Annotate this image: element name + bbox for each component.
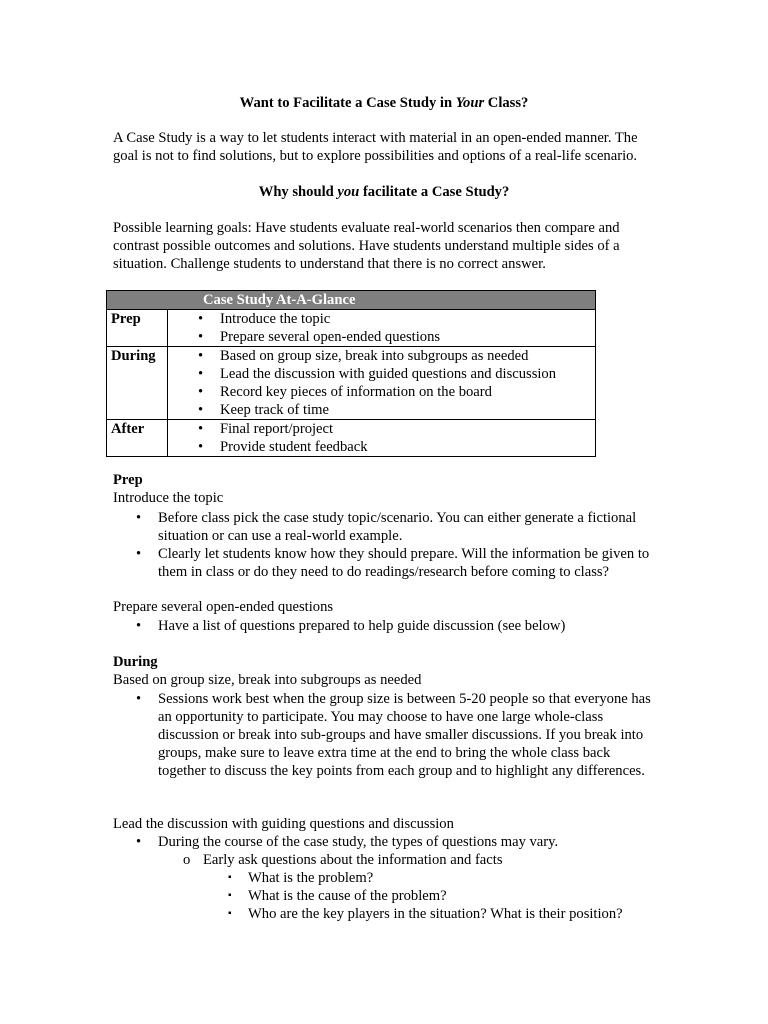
list-item: • Before class pick the case study topic/scenario. You can either generate a fictional situation or can use a real-world example. <box>113 509 663 545</box>
table-row <box>107 310 596 347</box>
page-title: Want to Facilitate a Case Study in Your Class? <box>239 95 529 111</box>
learning-goals-paragraph: Possible learning goals: Have students evaluate real-world scenarios then compare and contrast possible outcomes and solutions. Have students understand multiple sides of a situation. Challenge students to understand that there is no correct answer. <box>113 220 620 272</box>
table-header: Case Study At-A-Glance <box>107 291 596 310</box>
square-bullet-icon: ▪ <box>228 908 232 919</box>
list-item: • Record key pieces of information on the board <box>172 383 591 401</box>
prep-introduce-list <box>113 509 663 581</box>
list-item: • Introduce the topic <box>172 310 591 328</box>
list-item: • Based on group size, break into subgroups as needed <box>172 347 591 365</box>
prep-heading: Prep <box>113 472 143 488</box>
during-heading: During <box>113 654 158 670</box>
during-groups-list <box>113 690 658 780</box>
phase-label: After <box>107 420 168 457</box>
list-item: • During the course of the case study, the types of questions may vary. <box>113 833 663 851</box>
table-row <box>107 347 596 420</box>
intro-paragraph: A Case Study is a way to let students interact with material in an open-ended manner. The goal is not to find solutions, but to explore possibilities and options of a real-life scenario. <box>113 130 638 164</box>
square-bullet-icon: ▪ <box>228 890 232 901</box>
phase-label: During <box>107 347 168 420</box>
list-item: • Final report/project <box>172 420 591 438</box>
phase-label: Prep <box>107 310 168 347</box>
during-discussion-list <box>113 833 663 851</box>
during-subheading-groups: Based on group size, break into subgroups as needed <box>113 672 422 688</box>
list-item: • Keep track of time <box>172 401 591 419</box>
list-item: • Sessions work best when the group size is between 5-20 people so that everyone has an opportunity to participate. You may choose to have one large whole-class discussion or break into sub-groups and have smaller discussions. If you break into groups, make sure to leave extra time at the end to bring the whole class back together to discuss the key points from each group and to highlight any differences. <box>113 690 658 780</box>
square-bullet-icon: ▪ <box>228 872 232 883</box>
list-item: • Clearly let students know how they should prepare. Will the information be given to them in class or do they need to do readings/research before coming to class? <box>113 545 663 581</box>
document-page: Want to Facilitate a Case Study in Your Class? A Case Study is a way to let students interact with material in an open-ended manner. The goal is not to find solutions, but to explore possibilities and options of a real-life scenario. Why should you facilitate a Case Study? Possible learning goals: Have students evaluate real-world scenarios then compare and contrast possible outcomes and solutions. Have students understand multiple sides of a situation. Challenge students to understand that there is no correct answer. Case Study At-A-Glance Prep • Introduce the topic • Prepare several open-ended questions During • Based on group size, break into subgroups as needed • Lead the discussion with guided questions and discussion • Record key pieces of information on the board • Keep track of time After • Final report/project • Provide student feedback Prep Introduce the topic • Before class pick the case study topic/scenario. You can either generate a fictional situation or can use a real-world example. • Clearly let students know how they should prepare. Will the information be given to them in class or do they need to do readings/research before coming to class? Prepare several open-ended questions • Have a list of questions prepared to help guide discussion (see below) During Based on group size, break into subgroups as needed • Sessions work best when the group size is between 5-20 people so that everyone has an opportunity to participate. You may choose to have one large whole-class discussion or break into sub-groups and have smaller discussions. If you break into groups, make sure to leave extra time at the end to bring the whole class back together to discuss the key points from each group and to highlight any differences. Lead the discussion with guiding questions and discussion • During the course of the case study, the types of questions may vary. o Early ask questions about the information and facts ▪ What is the problem? ▪ What is the cause of the problem? ▪ Who are the key players in the situation? What is their position? <box>0 0 768 1024</box>
prep-subheading-questions: Prepare several open-ended questions <box>113 599 334 615</box>
list-item: • Prepare several open-ended questions <box>172 328 591 346</box>
list-item: • Provide student feedback <box>172 438 591 456</box>
at-a-glance-table <box>106 290 596 457</box>
prep-questions-list <box>113 617 663 635</box>
during-subheading-discussion: Lead the discussion with guiding questions and discussion <box>113 816 454 832</box>
list-item: • Have a list of questions prepared to help guide discussion (see below) <box>113 617 663 635</box>
prep-subheading-introduce: Introduce the topic <box>113 490 224 506</box>
table-row <box>107 420 596 457</box>
list-item: • Lead the discussion with guided questions and discussion <box>172 365 591 383</box>
circle-bullet-icon: o <box>183 852 191 868</box>
why-heading: Why should you facilitate a Case Study? <box>258 184 510 200</box>
